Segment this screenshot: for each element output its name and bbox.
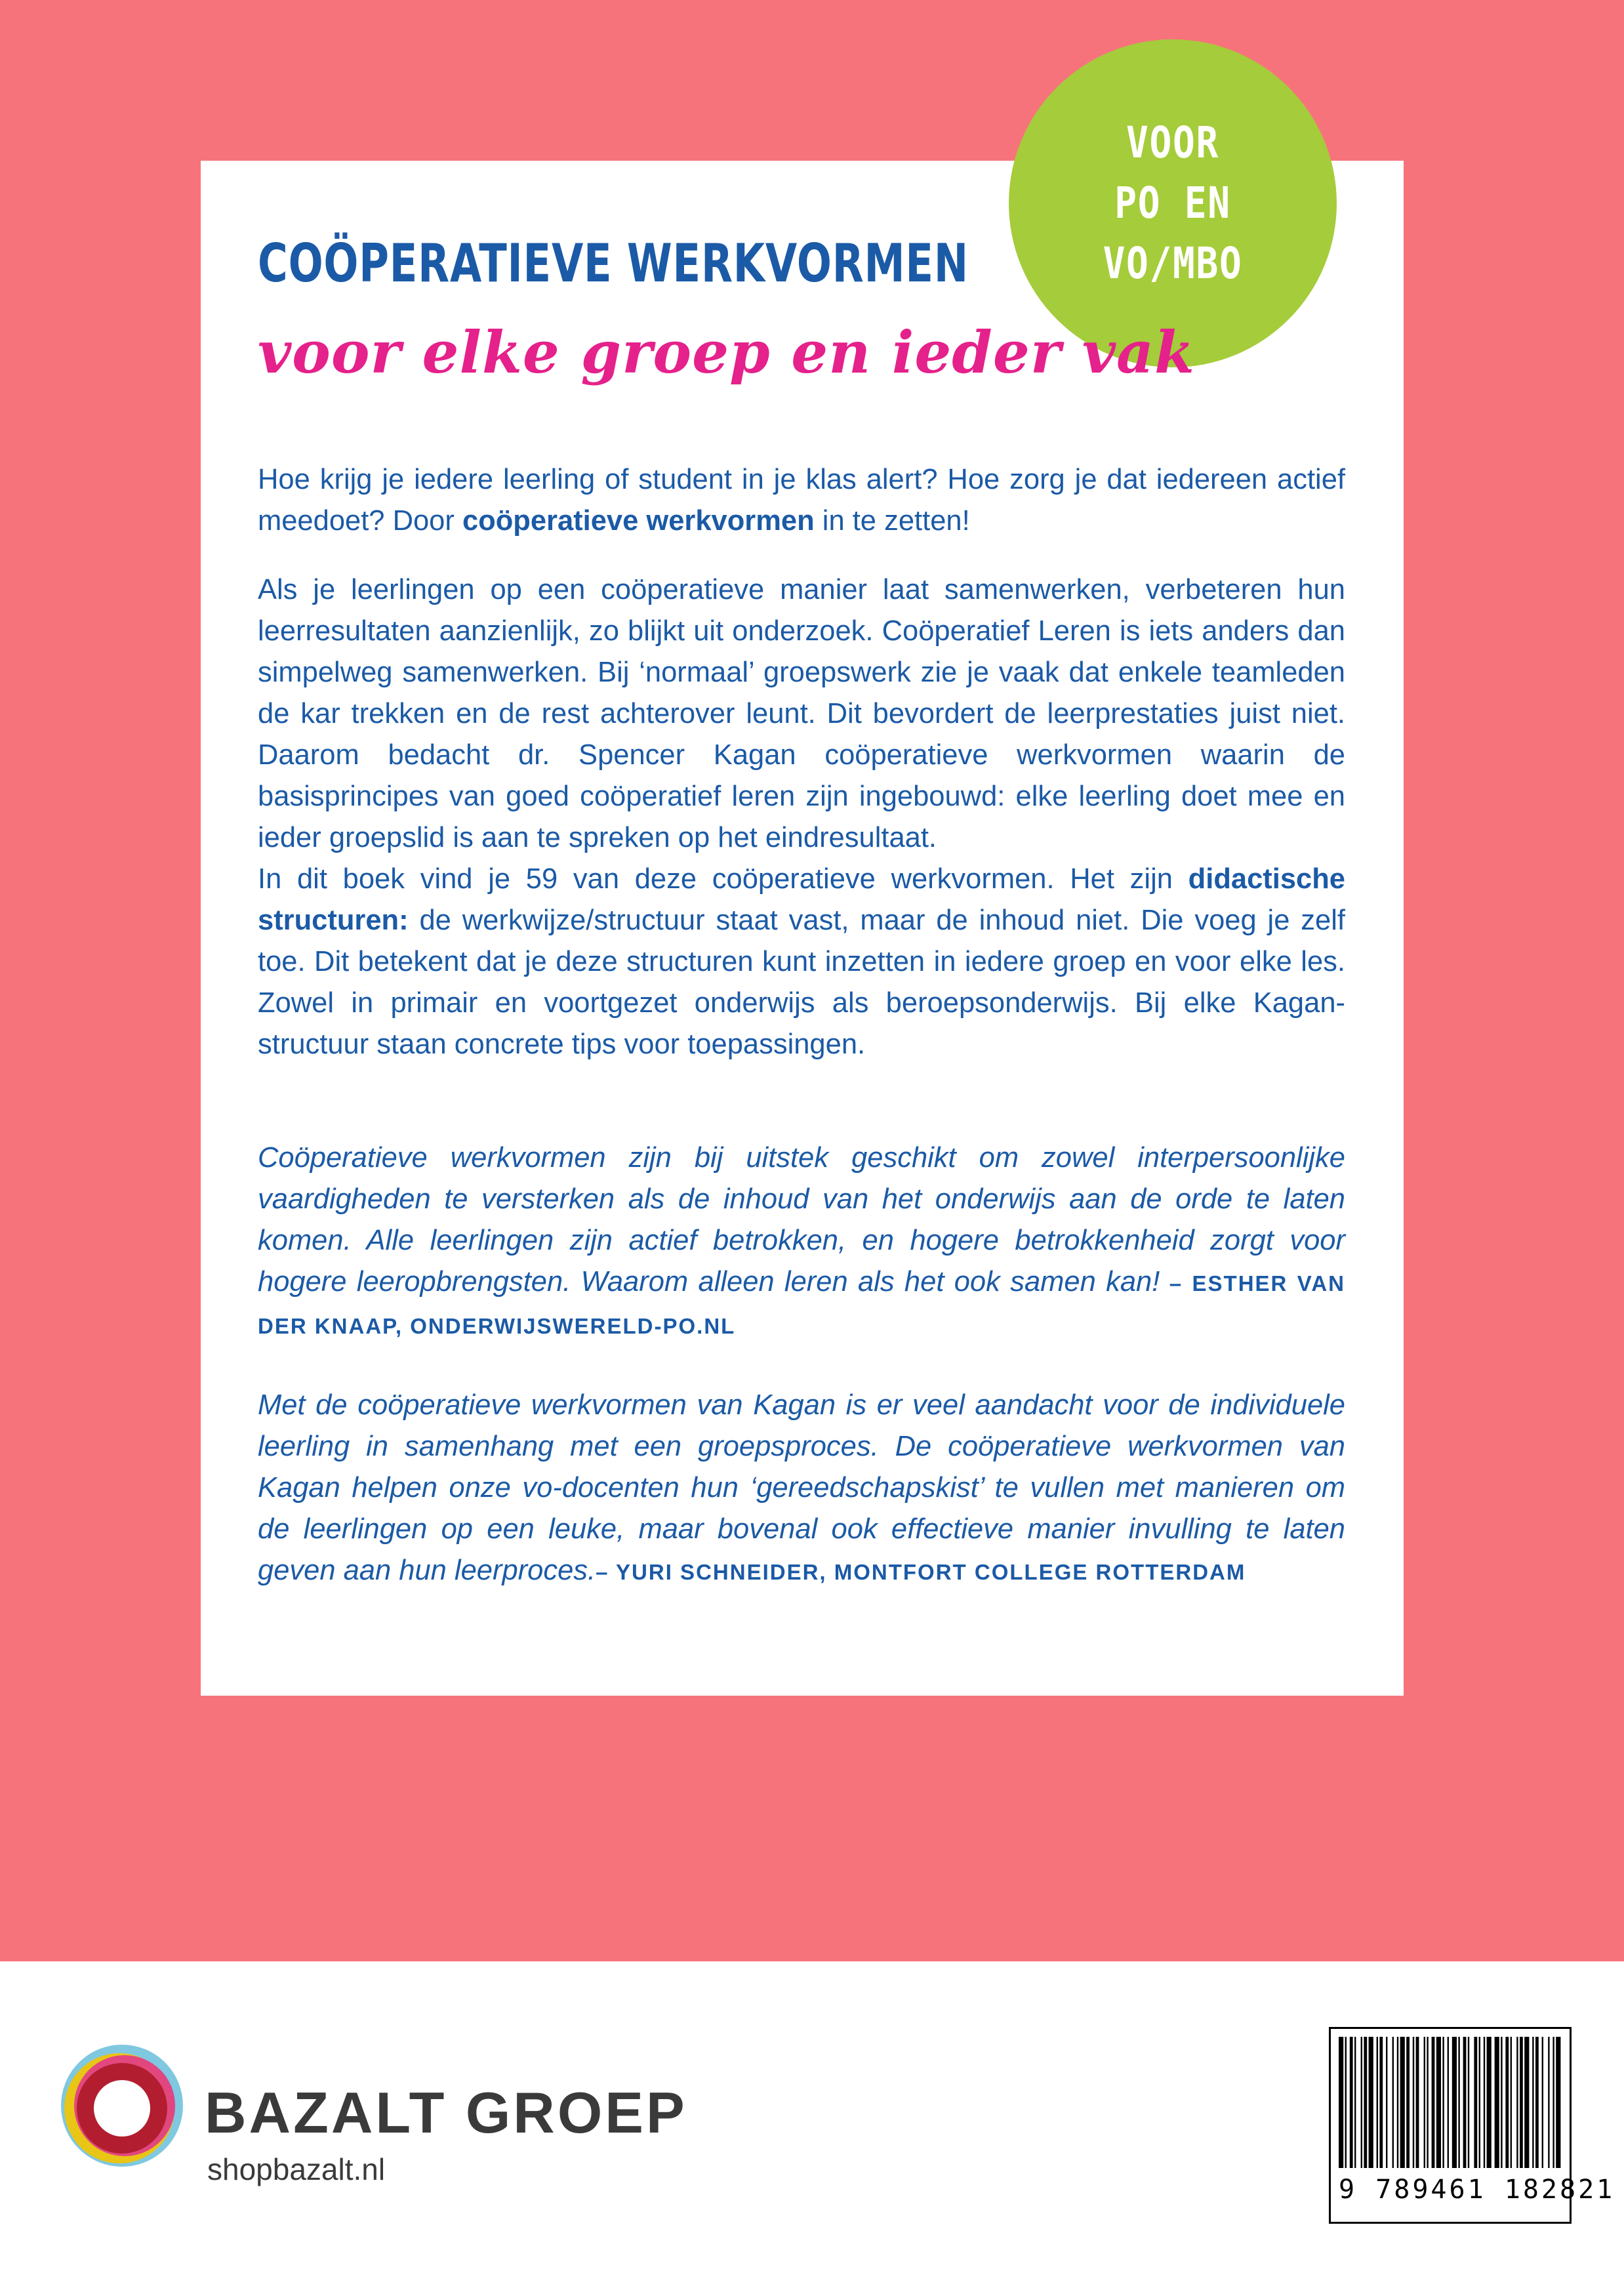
- structures-paragraph: [258, 859, 1345, 1065]
- barcode-bar: [1424, 2037, 1425, 2168]
- quote-1-author: – ESTHER VAN DER KNAAP, ONDERWIJSWERELD-PO.NL: [258, 1271, 1346, 1338]
- barcode-bar: [1397, 2037, 1398, 2168]
- barcode-bar: [1542, 2037, 1543, 2168]
- barcode-bar: [1484, 2037, 1485, 2168]
- barcode-bar: [1511, 2037, 1512, 2168]
- description-paragraph: [258, 569, 1345, 859]
- barcode-bar: [1416, 2037, 1419, 2168]
- barcode-bar: [1556, 2037, 1560, 2168]
- isbn-number: 9 789461 182821: [1339, 2175, 1615, 2205]
- barcode-bar: [1379, 2037, 1383, 2168]
- barcode-bar: [1553, 2037, 1554, 2168]
- barcode-bar: [1532, 2037, 1533, 2168]
- barcode-bar: [1386, 2037, 1387, 2168]
- barcode-bar: [1350, 2037, 1353, 2168]
- barcode-bar: [1406, 2037, 1410, 2168]
- intro-paragraph: [258, 459, 1345, 542]
- quote-1-text: Coöperatieve werkvormen zijn bij uitstek geschikt om zowel interpersoonlijke vaardigheden te versterken als de inhoud van het onderwijs aan de orde te laten komen. Alle leerlingen zijn actief betrokken, en hogere betrokkenheid zorgt voor hogere leeropbrengsten. Waarom alleen leren als het ook samen kan!: [258, 1142, 1345, 1298]
- barcode-bar: [1442, 2037, 1444, 2168]
- barcode-bar: [1548, 2037, 1549, 2168]
- barcode-bar: [1487, 2037, 1492, 2168]
- publisher-url[interactable]: shopbazalt.nl: [207, 2152, 386, 2186]
- barcode-bar: [1369, 2037, 1373, 2168]
- badge-text: [1072, 113, 1273, 294]
- barcode-bar: [1474, 2037, 1477, 2168]
- intro-text-2: in te zetten!: [814, 505, 970, 537]
- barcode-bar: [1448, 2037, 1449, 2168]
- barcode-bar: [1516, 2037, 1518, 2168]
- publisher-name: BAZALT GROEP: [205, 2080, 687, 2145]
- barcode-bar: [1400, 2037, 1405, 2168]
- book-title: COÖPERATIEVE WERKVORMEN: [258, 233, 969, 294]
- structures-bold: didactische structuren:: [258, 863, 1345, 936]
- badge-line-3: VO/MBO: [1103, 238, 1243, 289]
- structures-text-2: de werkwijze/structuur staat vast, maar de inhoud niet. Die voeg je zelf toe. Dit betekent dat je deze structuren kunt inzetten in iedere groep en voor elke les. Zowel in primair en voortgezet onderwijs als beroepsonderwijs. Bij elke Kagan-structuur staan concrete tips voor toepassingen.: [258, 905, 1345, 1060]
- barcode-bar: [1501, 2037, 1502, 2168]
- barcode-bar: [1452, 2037, 1457, 2168]
- barcode-bar: [1361, 2037, 1362, 2168]
- quote-2-author: – YURI SCHNEIDER, MONTFORT COLLEGE ROTTERDAM: [596, 1560, 1246, 1584]
- barcode-bar: [1432, 2037, 1435, 2168]
- quote-2-text: Met de coöperatieve werkvormen van Kagan is er veel aandacht voor de individuele leerling in samenhang met een groepsproces. De coöperatieve werkvormen van Kagan helpen onze vo-docenten hun ‘gereedschapskist’ te vullen met manieren om de leerlingen op een leuke, maar bovenal ook effectieve manier invulling te laten geven aan hun leerproces.: [258, 1389, 1345, 1586]
- badge-line-2: PO EN: [1114, 178, 1231, 228]
- barcode-bar: [1520, 2037, 1523, 2168]
- barcode-bar: [1468, 2037, 1469, 2168]
- description-text: Als je leerlingen op een coöperatieve manier laat samenwerken, verbeteren hun leerresultaten aanzienlijk, zo blijkt uit onderzoek. Coöperatief Leren is iets anders dan simpelweg samenwerken. Bij ‘normaal’ groepswerk zie je vaak dat enkele teamleden de kar trekken en de rest achterover leunt. Dit bevordert de leerprestaties juist niet. Daarom bedacht dr. Spencer Kagan coöperatieve werkvormen waarin de basisprincipes van goed coöperatief leren zijn ingebouwd: elke leerling doet mee en ieder groepslid is aan te spreken op het eindresultaat.: [258, 574, 1345, 853]
- barcode-bar: [1345, 2037, 1347, 2168]
- barcode-bar: [1377, 2037, 1378, 2168]
- intro-text-1: Hoe krijg je iedere leerling of student in je klas alert? Hoe zorg je dat iedereen actief meedoet? Door: [258, 464, 1345, 537]
- barcode-bar: [1458, 2037, 1459, 2168]
- intro-bold: coöperatieve werkvormen: [462, 505, 815, 537]
- barcode-bar: [1339, 2037, 1343, 2168]
- barcode-bar: [1413, 2037, 1414, 2168]
- badge-line-1: VOOR: [1126, 117, 1219, 168]
- barcode-bars: [1339, 2037, 1562, 2168]
- barcode-bar: [1354, 2037, 1356, 2168]
- structures-text-1: In dit boek vind je 59 van deze coöperatieve werkvormen. Het zijn: [258, 863, 1188, 895]
- bazalt-ring-logo-icon: [56, 2040, 188, 2171]
- review-quote-1: [258, 1137, 1345, 1347]
- barcode-bar: [1427, 2037, 1428, 2168]
- barcode-bar: [1495, 2037, 1499, 2168]
- barcode-bar: [1524, 2037, 1529, 2168]
- barcode-bar: [1505, 2037, 1509, 2168]
- barcode-bar: [1436, 2037, 1441, 2168]
- barcode-bar: [1392, 2037, 1394, 2168]
- barcode-bar: [1535, 2037, 1539, 2168]
- isbn-barcode: [1329, 2027, 1615, 2224]
- barcode-bar: [1364, 2037, 1367, 2168]
- barcode-bar: [1463, 2037, 1467, 2168]
- book-subtitle: voor elke groep en ieder vak: [258, 318, 1195, 386]
- barcode-bar: [1479, 2037, 1480, 2168]
- review-quote-2: [258, 1385, 1345, 1593]
